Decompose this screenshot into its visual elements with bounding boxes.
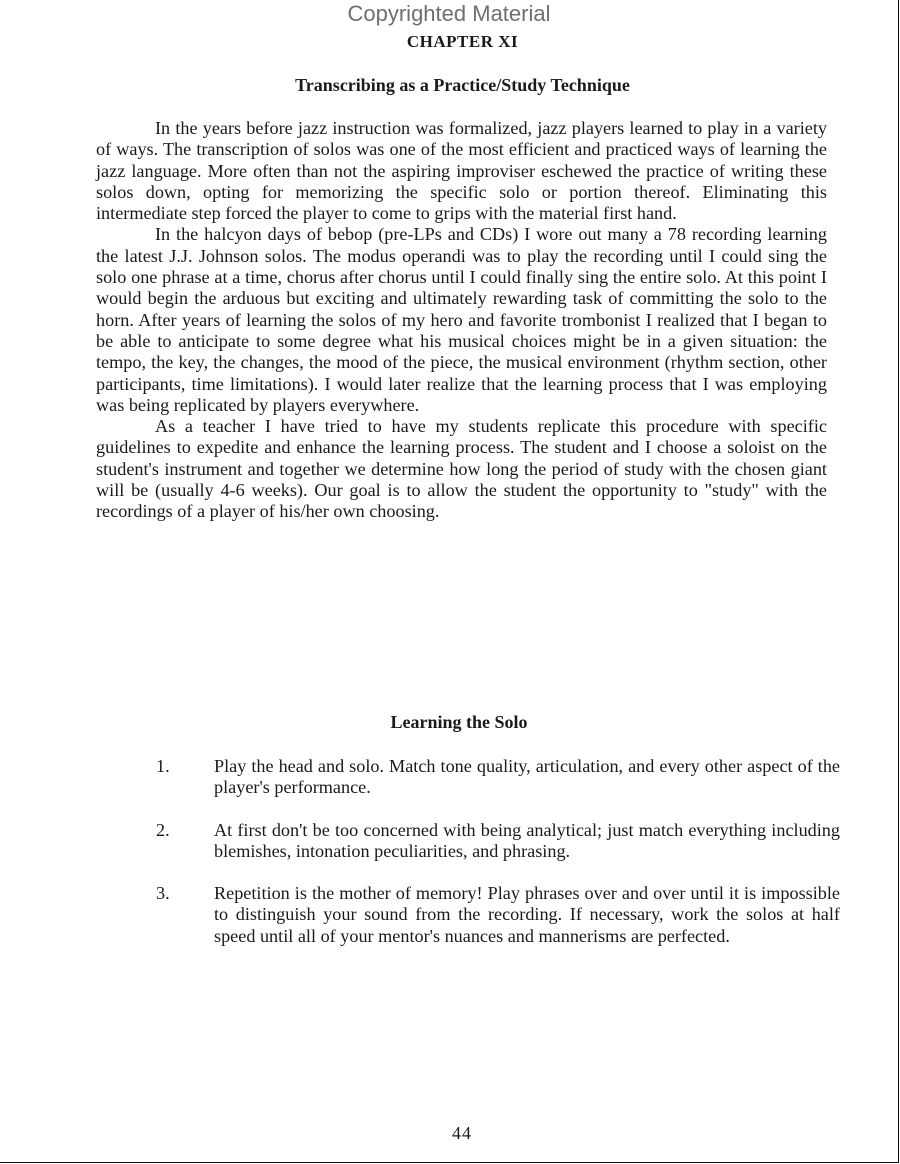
paragraph-2: In the halcyon days of bebop (pre-LPs and CDs) I wore out many a 78 recording learning the latest J.J. Johnson solos. The modus operandi was to play the recording until I could sing the solo one phrase at a time, chorus after chorus until I could finally sing the entire solo. At this point I would begin the arduous but exciting and ultimately rewarding task of committing the solo to the horn. After years of learning the solos of my hero and favorite trombonist I realized that I began to be able to anticipate to some degree what his musical choices might be in a given situation: the tempo, the key, the changes, the mood of the piece, the musical environment (rhythm section, other participants, time limitations). I would later realize that the learning process that I was employing was being replicated by players everywhere. (96, 224, 827, 415)
steps-list (150, 756, 840, 968)
paragraph-1: In the years before jazz instruction was formalized, jazz players learned to play in a variety of ways. The transcription of solos was one of the most efficient and practiced ways of learning the jazz language. More often than not the aspiring improviser eschewed the practice of writing these solos down, opting for memorizing the specific solo or portion thereof. Eliminating this intermediate step forced the player to come to grips with the material first hand. (96, 118, 827, 224)
paragraph-3: As a teacher I have tried to have my students replicate this procedure with specific guidelines to expedite and enhance the learning process. The student and I choose a soloist on the student's instrument and together we determine how long the period of study with the chosen giant will be (usually 4-6 weeks). Our goal is to allow the student the opportunity to "study" with the recordings of a player of his/her own choosing. (96, 416, 827, 522)
list-item (150, 883, 840, 947)
chapter-heading: CHAPTER XI (406, 32, 519, 51)
step-number: 2. (156, 819, 170, 840)
copyright-watermark: Copyrighted Material (347, 1, 551, 26)
step-number: 3. (156, 883, 170, 904)
step-text: Play the head and solo. Match tone quality, articulation, and every other aspect of the player's performance. (214, 756, 840, 798)
page-number: 44 (452, 1123, 472, 1143)
step-text: At first don't be too concerned with being analytical; just match everything including blemishes, intonation peculiarities, and phrasing. (214, 819, 840, 861)
section-heading: Learning the Solo (390, 712, 528, 732)
list-item (150, 820, 840, 863)
step-text: Repetition is the mother of memory! Play phrases over and over until it is impossible to distinguish your sound from the recording. If necessary, work the solos at half speed until all of your mentor's nuances and mannerisms are perfected. (214, 883, 840, 946)
step-number: 1. (156, 756, 170, 776)
list-item (150, 756, 840, 799)
chapter-title: Transcribing as a Practice/Study Technique (295, 75, 630, 95)
body-text (96, 118, 827, 523)
